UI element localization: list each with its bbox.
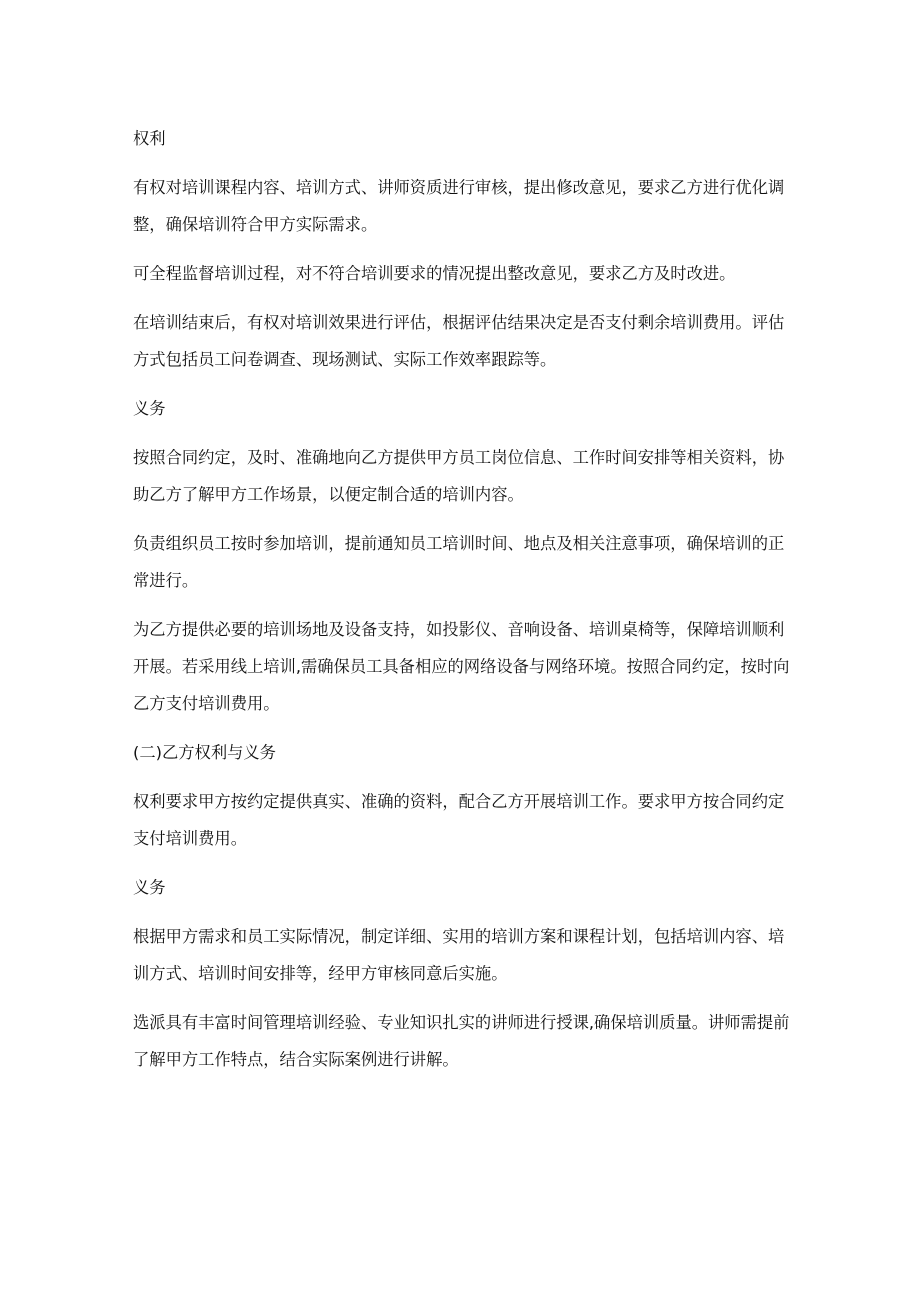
section-heading-obligations: 义务 bbox=[133, 878, 166, 897]
document-body bbox=[133, 120, 797, 1090]
section-heading-obligations: 义务 bbox=[133, 399, 166, 418]
section-heading-rights: 权利 bbox=[133, 129, 166, 148]
paragraph: 负责组织员工按时参加培训，提前通知员工培训时间、地点及相关注意事项，确保培训的正常进行。 bbox=[133, 534, 785, 590]
paragraph: 为乙方提供必要的培训场地及设备支持，如投影仪、音响设备、培训桌椅等，保障培训顺利开展。若采用线上培训,需确保员工具备相应的网络设备与网络环境。按照合同约定，按时向乙方支付培训费用。 bbox=[133, 620, 790, 713]
paragraph: 选派具有丰富时间管理培训经验、专业知识扎实的讲师进行授课,确保培训质量。讲师需提前了解甲方工作特点，结合实际案例进行讲解。 bbox=[133, 1013, 790, 1069]
paragraph: 根据甲方需求和员工实际情况，制定详细、实用的培训方案和课程计划，包括培训内容、培训方式、培训时间安排等，经甲方审核同意后实施。 bbox=[133, 927, 785, 983]
paragraph: 权利要求甲方按约定提供真实、准确的资料，配合乙方开展培训工作。要求甲方按合同约定支付培训费用。 bbox=[133, 792, 785, 848]
section-heading-party-b: (二)乙方权利与义务 bbox=[133, 743, 276, 762]
paragraph: 可全程监督培训过程，对不符合培训要求的情况提出整改意见，要求乙方及时改进。 bbox=[133, 264, 736, 283]
paragraph: 按照合同约定，及时、准确地向乙方提供甲方员工岗位信息、工作时间安排等相关资料，协助乙方了解甲方工作场景，以便定制合适的培训内容。 bbox=[133, 448, 785, 504]
paragraph: 有权对培训课程内容、培训方式、讲师资质进行审核，提出修改意见，要求乙方进行优化调整，确保培训符合甲方实际需求。 bbox=[133, 178, 785, 234]
paragraph: 在培训结束后，有权对培训效果进行评估，根据评估结果决定是否支付剩余培训费用。评估方式包括员工问卷调查、现场测试、实际工作效率跟踪等。 bbox=[133, 313, 785, 369]
